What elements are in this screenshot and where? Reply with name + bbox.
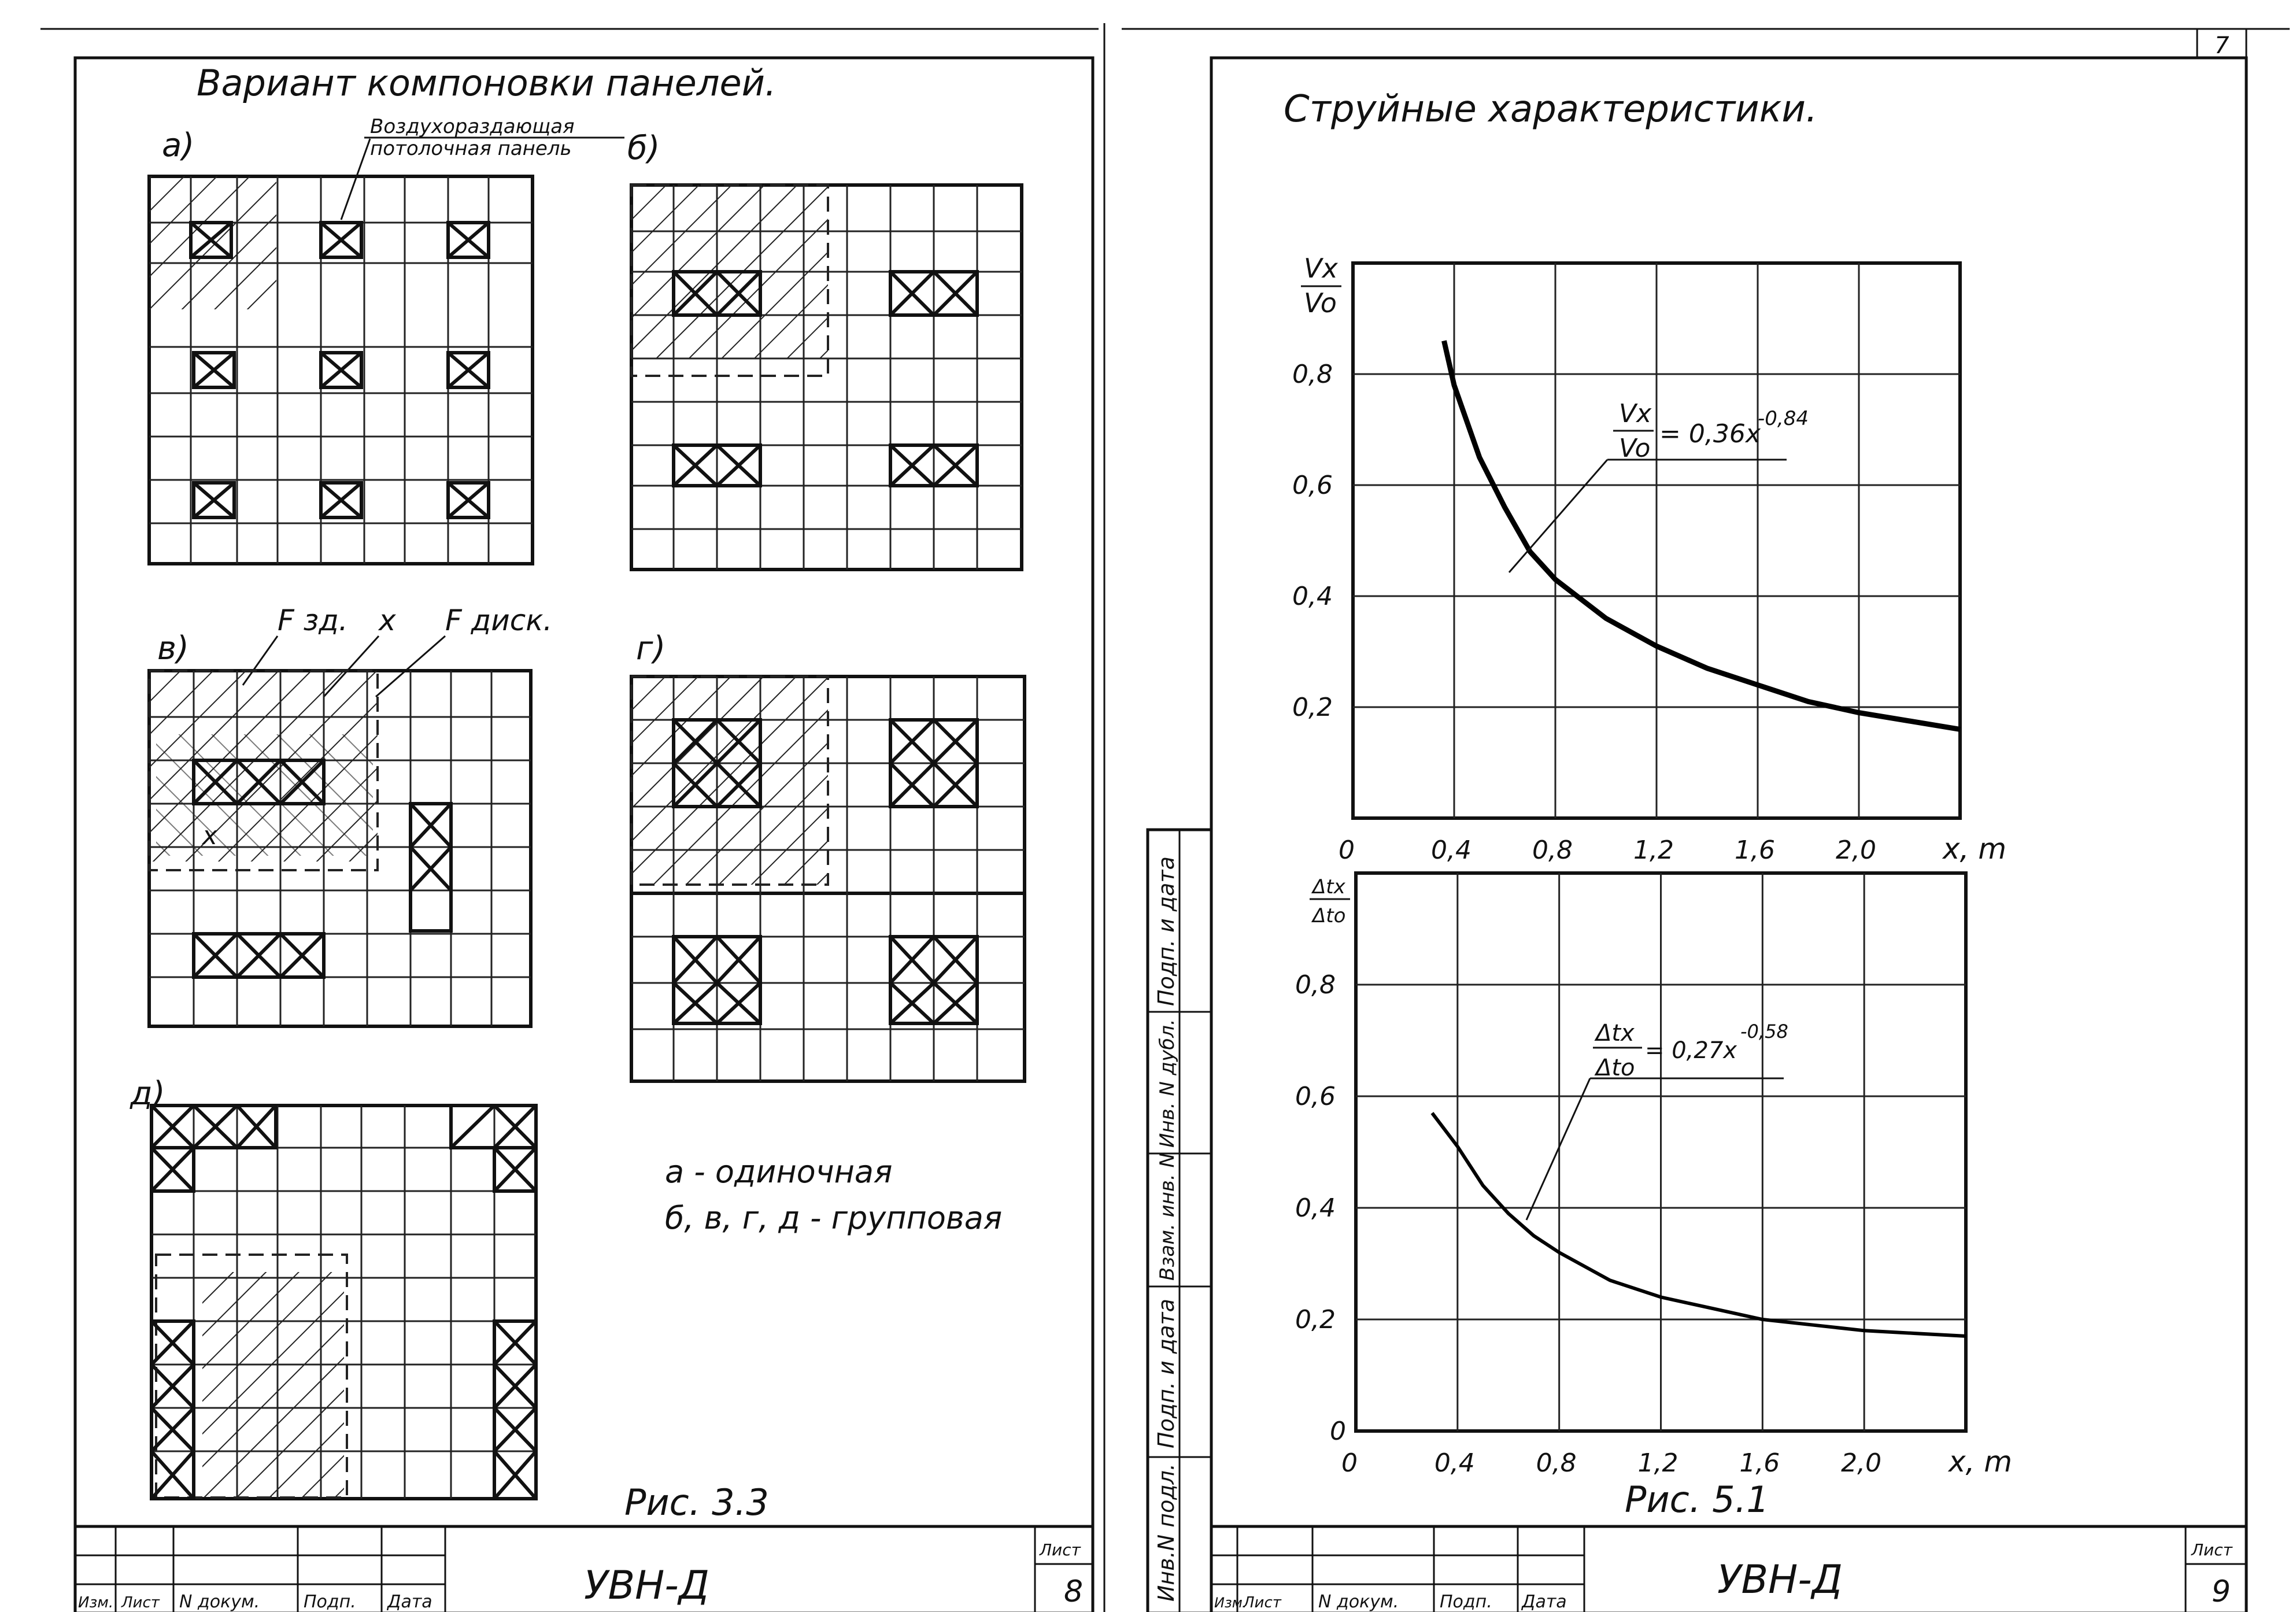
chart1-y-tick-label: 0,2 xyxy=(1295,1305,1336,1334)
label-v: в) xyxy=(157,630,189,667)
chart0-x-tick-label: 1,6 xyxy=(1735,835,1775,865)
chart1-formula-rhs: = 0,27x xyxy=(1645,1037,1737,1064)
chart0-ylabel-den: Vo xyxy=(1304,287,1337,319)
right-title: Струйные характеристики. xyxy=(1284,88,1818,131)
side-strip xyxy=(1148,830,1211,1612)
chart0-y-tick-label: 0,2 xyxy=(1292,693,1333,722)
chart1-formula-den: Δto xyxy=(1596,1055,1635,1081)
right-stamp-ndokum: N докум. xyxy=(1318,1592,1399,1612)
zone-label-x: x xyxy=(379,604,396,637)
left-stamp-podp: Подп. xyxy=(304,1592,356,1612)
chart0-series-line xyxy=(1444,341,1961,729)
chart0-x-ticks xyxy=(1339,835,1876,865)
layout-v xyxy=(149,671,531,1026)
chart0-formula-leader xyxy=(1509,460,1607,572)
right-stamp-izm: Изм. xyxy=(1214,1595,1247,1611)
chart0-y-ticks xyxy=(1292,360,1333,722)
left-figure-caption: Рис. 3.3 xyxy=(624,1481,769,1524)
panel-note-leader xyxy=(341,139,370,220)
left-title: Вариант компоновки панелей. xyxy=(197,62,777,104)
right-stamp-list: Лист xyxy=(1243,1594,1281,1611)
chart1-y-tick-label: 0,4 xyxy=(1295,1193,1336,1223)
zone-label-fdisk: F диск. xyxy=(445,604,553,637)
side-label-podp-data-2: Подп. и дата xyxy=(1153,856,1179,1006)
left-sheet xyxy=(40,29,1099,1612)
left-sheet-number: 8 xyxy=(1064,1574,1084,1609)
chart1-x-tick-label: 2,0 xyxy=(1841,1448,1882,1478)
chart0-xlabel: x, m xyxy=(1943,832,2007,866)
chart1-grid xyxy=(1356,873,1966,1431)
left-stamp-izm: Изм. xyxy=(78,1594,114,1611)
layout-g xyxy=(631,676,1025,1081)
right-sheet-label: Лист xyxy=(2191,1540,2232,1559)
side-label-podp-data-1: Подп. и дата xyxy=(1153,1299,1179,1448)
chart1-y-tick-label: 0,8 xyxy=(1295,970,1336,1000)
right-stamp-data: Дата xyxy=(1522,1592,1567,1612)
left-title-block xyxy=(75,1526,1093,1612)
right-sheet-frame xyxy=(1211,58,2246,1612)
panel-note-line1: Воздухораздающая xyxy=(370,115,575,138)
chart0-formula-exp: -0,84 xyxy=(1758,407,1809,430)
right-sheet xyxy=(1122,29,2290,1612)
panel-note-line2: потолочная панель xyxy=(370,137,572,160)
chart1-x-ticks xyxy=(1341,1448,1881,1478)
layout-d-hatch xyxy=(202,1272,344,1498)
chart1-x-tick-label: 0,4 xyxy=(1434,1448,1475,1478)
chart0-x-tick-label: 0 xyxy=(1339,835,1355,865)
chart1-formula-num: Δtx xyxy=(1596,1020,1635,1047)
chart1-formula-leader xyxy=(1526,1078,1590,1220)
chart0-y-tick-label: 0,8 xyxy=(1292,360,1333,389)
layout-g-hatch xyxy=(631,676,828,885)
velocity-chart xyxy=(1292,253,2006,866)
layout-a xyxy=(149,176,533,564)
inner-label-x: x xyxy=(202,821,218,851)
chart1-x-tick-label: 1,2 xyxy=(1637,1448,1678,1478)
side-label-vzam-inv: Взам. инв. N xyxy=(1156,1153,1179,1281)
chart1-xlabel: x, m xyxy=(1949,1445,2013,1478)
legend-line1: а - одиночная xyxy=(665,1153,893,1190)
left-stamp-ndokum: N докум. xyxy=(179,1592,260,1612)
corner-number: 7 xyxy=(2214,32,2230,59)
chart0-x-tick-label: 2,0 xyxy=(1836,835,1876,865)
label-b: б) xyxy=(627,130,660,167)
right-figure-caption: Рис. 5.1 xyxy=(1625,1478,1769,1521)
left-doc-code: УВН-Д xyxy=(584,1563,709,1609)
chart1-y-ticks xyxy=(1295,970,1346,1446)
chart1-ylabel-den: Δto xyxy=(1312,904,1346,927)
left-stamp-data: Дата xyxy=(387,1592,432,1612)
label-a: а) xyxy=(162,127,195,164)
left-stamp-list: Лист xyxy=(121,1594,160,1611)
right-sheet-number: 9 xyxy=(2212,1574,2231,1609)
chart1-series-line xyxy=(1432,1113,1966,1336)
temperature-chart xyxy=(1295,873,2012,1478)
chart0-x-tick-label: 0,4 xyxy=(1431,835,1471,865)
chart0-y-tick-label: 0,6 xyxy=(1292,471,1333,500)
layout-d xyxy=(151,1106,536,1499)
chart1-y-tick-label: 0,6 xyxy=(1295,1082,1336,1111)
chart1-x-tick-label: 0,8 xyxy=(1536,1448,1577,1478)
chart0-formula-num: Vx xyxy=(1619,399,1652,428)
chart0-y-tick-label: 0,4 xyxy=(1292,582,1333,611)
chart0-formula-den: Vo xyxy=(1619,434,1651,463)
layout-b xyxy=(631,185,1022,570)
layout-v-inner-hatch xyxy=(156,734,373,856)
chart0-ylabel-num: Vx xyxy=(1304,253,1338,284)
right-stamp-podp: Подп. xyxy=(1440,1592,1492,1612)
chart0-x-tick-label: 0,8 xyxy=(1532,835,1573,865)
chart1-formula-exp: -0,58 xyxy=(1740,1021,1788,1042)
side-label-inv-podl: Инв.N подл. xyxy=(1153,1463,1179,1602)
chart1-y-tick-label: 0 xyxy=(1330,1417,1346,1446)
label-d: д) xyxy=(130,1075,165,1112)
left-sheet-label: Лист xyxy=(1040,1540,1081,1559)
chart1-ylabel-num: Δtx xyxy=(1312,875,1345,899)
zone-label-fzd: F зд. xyxy=(278,604,348,637)
chart1-x-tick-label: 1,6 xyxy=(1739,1448,1780,1478)
side-label-inv-dubl: Инв. N дубл. xyxy=(1156,1019,1179,1148)
right-title-block xyxy=(1211,1526,2246,1612)
chart0-formula-rhs: = 0,36x xyxy=(1659,419,1761,449)
chart0-x-tick-label: 1,2 xyxy=(1633,835,1674,865)
label-g: г) xyxy=(636,630,666,667)
chart1-x-tick-label: 0 xyxy=(1341,1448,1358,1478)
right-doc-code: УВН-Д xyxy=(1717,1557,1843,1603)
legend-line2: б, в, г, д - групповая xyxy=(665,1200,1003,1236)
chart1-formula xyxy=(1526,1020,1788,1220)
